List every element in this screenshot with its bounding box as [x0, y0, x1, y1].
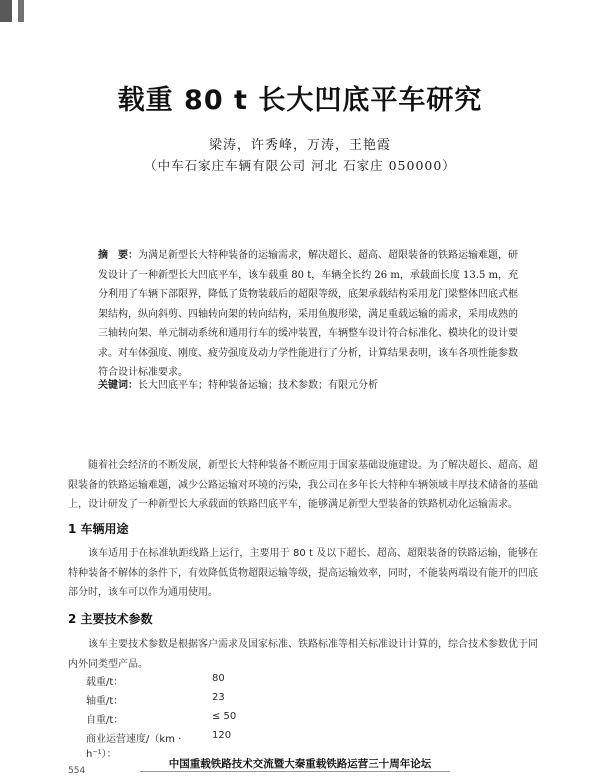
page-number: 554 — [68, 766, 86, 776]
scan-artifact — [0, 0, 40, 22]
param-row-axle-load — [86, 692, 386, 711]
parameter-list — [86, 673, 386, 760]
section-2-heading: 2 主要技术参数 — [68, 612, 153, 626]
param-value: 23 — [212, 692, 225, 703]
affiliation: （中车石家庄车辆有限公司 河北 石家庄 050000） — [144, 158, 456, 173]
keywords-text: 长大凹底平车；特种装备运输；技术参数；有限元分析 — [138, 380, 378, 391]
param-value: ≤ 50 — [212, 711, 237, 722]
param-label: 轴重/t： — [86, 696, 124, 707]
section-1-heading: 1 车辆用途 — [68, 522, 129, 536]
param-row-load — [86, 673, 386, 692]
param-label: 载重/t： — [86, 677, 124, 688]
param-label: 商业运营速度/（km · h⁻¹）： — [86, 734, 182, 760]
param-value: 80 — [212, 673, 225, 684]
param-row-speed — [86, 730, 386, 760]
param-row-self-weight — [86, 711, 386, 730]
footer-conference-title: 中国重载铁路技术交流暨大秦重载铁路运营三十周年论坛 — [168, 758, 432, 770]
section-2-paragraph: 该车主要技术参数是根据客户需求及国家标准、铁路标准等相关标准设计计算的，综合技术参数优于同内外同类型产品。 — [68, 639, 538, 670]
keywords — [98, 376, 518, 391]
param-value: 120 — [212, 730, 232, 741]
keywords-label: 关键词： — [98, 380, 138, 391]
param-label: 自重/t： — [86, 715, 124, 726]
footer-divider — [140, 771, 450, 772]
abstract — [98, 246, 518, 383]
section-1-paragraph: 该车适用于在标准轨距线路上运行，主要用于 80 t 及以下超长、超高、超限装备的铁路运输，能够在特种装备不解体的条件下，有效降低货物超限运输等级，提高运输效率，同时，不能装两端设有能开的凹底部分时，该车可以作为通用使用。 — [68, 548, 538, 598]
abstract-label: 摘 要： — [98, 250, 138, 261]
abstract-text: 为满足新型长大特种装备的运输需求，解决超长、超高、超限装备的铁路运输难题，研发设计了一种新型长大凹底平车，该车载重 80 t，车辆全长约 26 m，承载面长度 13.5 m，充分利用了车辆下部限界，降低了货物装载后的超限等级，底架承载结构采用龙门梁整体凹底式框架结构，纵向斜剪、四轴转向架的转向结构，采用鱼腹形梁，满足重载运输的需求，采用成熟的三轴转向架、单元制动系统和通用行车的缓冲装置，车辆整车设计符合标准化、模块化的设计要求。对车体强度、刚度、疲劳强度及动力学性能进行了分析，计算结果表明，该车各项性能参数符合设计标准要求。 — [98, 250, 518, 378]
authors: 梁涛，许秀峰，万涛，王艳霞 — [208, 138, 391, 153]
paper-title: 载重 80 t 长大凹底平车研究 — [117, 85, 483, 116]
intro-paragraph: 随着社会经济的不断发展，新型长大特种装备不断应用于国家基础设施建设。为了解决超长、超高、超限装备的铁路运输难题，减少公路运输对环境的污染，我公司在多年长大特种车辆领域丰厚技术储备的基础上，设计研发了一种新型长大承载面的铁路凹底平车，能够满足新型大型装备的铁路机动化运输需求。 — [68, 460, 538, 510]
